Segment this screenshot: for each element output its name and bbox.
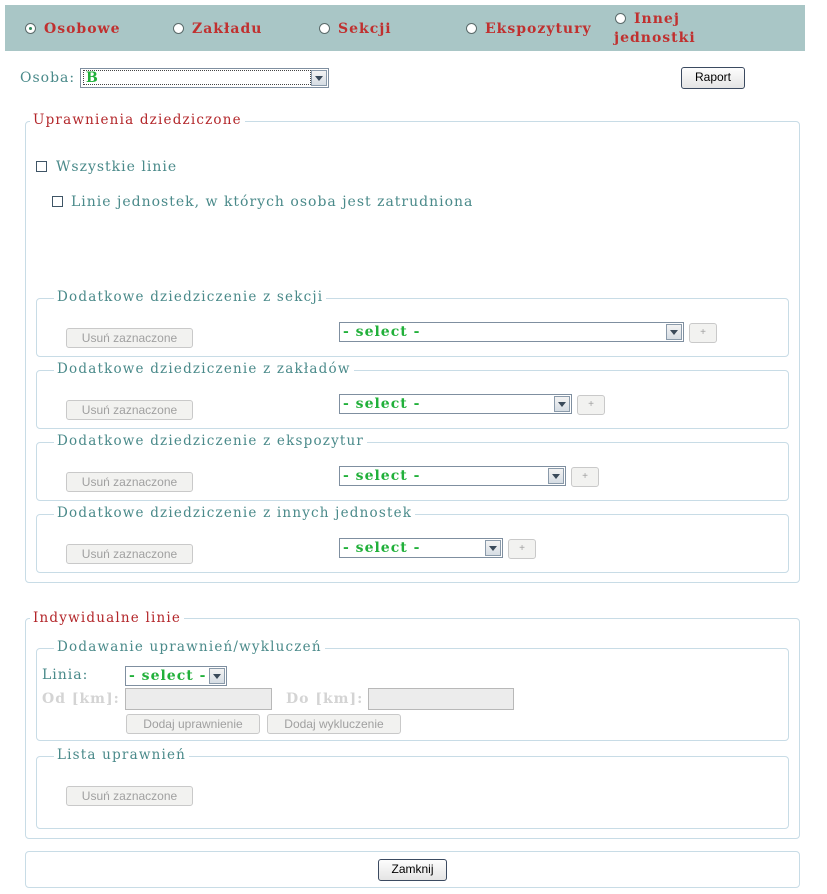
radio-label: Zakładu — [192, 21, 263, 37]
radio-osobowe[interactable] — [25, 20, 121, 38]
section-select-value: - select - — [343, 324, 421, 340]
radio-label: Osobowe — [44, 21, 121, 37]
chevron-down-icon[interactable] — [548, 468, 564, 484]
line-select[interactable] — [125, 666, 227, 686]
radio-innej-jednostki[interactable] — [614, 10, 704, 48]
from-km-input[interactable] — [125, 688, 272, 710]
close-button[interactable]: Zamknij — [378, 859, 447, 881]
report-button[interactable]: Raport — [681, 67, 745, 89]
other-unit-select[interactable] — [339, 538, 503, 558]
other-unit-select-value: - select - — [343, 540, 421, 556]
line-label: Linia: — [42, 667, 89, 683]
to-km-input[interactable] — [368, 688, 514, 710]
radio-sekcji[interactable] — [319, 20, 392, 38]
inherit-from-branches-legend: Dodatkowe dziedziczenie z ekspozytur — [54, 433, 367, 449]
add-exclusion-button[interactable]: Dodaj wykluczenie — [267, 714, 401, 734]
inherit-from-departments-legend: Dodatkowe dziedziczenie z zakładów — [54, 361, 354, 377]
chevron-down-icon[interactable] — [209, 668, 225, 684]
all-lines-label: Wszystkie linie — [56, 159, 178, 175]
remove-selected-button[interactable]: Usuń zaznaczone — [66, 786, 193, 806]
add-department-button[interactable]: + — [577, 395, 605, 415]
department-select-value: - select - — [343, 396, 421, 412]
to-km-label: Do [km]: — [286, 691, 364, 707]
chevron-down-icon[interactable] — [554, 396, 570, 412]
branch-select[interactable] — [339, 466, 566, 486]
remove-selected-button[interactable]: Usuń zaznaczone — [66, 328, 193, 348]
radio-label: Innej jednostki — [614, 11, 696, 46]
person-select[interactable] — [80, 68, 329, 88]
inherited-permissions-legend: Uprawnienia dziedziczone — [30, 112, 245, 128]
person-label: Osoba: — [20, 70, 76, 86]
radio-button-icon[interactable] — [173, 23, 184, 34]
scope-radio-bar — [5, 5, 805, 51]
chevron-down-icon[interactable] — [666, 324, 682, 340]
radio-button-icon[interactable] — [25, 23, 36, 34]
line-select-value: - select - — [129, 668, 207, 684]
radio-button-icon[interactable] — [615, 13, 626, 24]
employer-lines-label: Linie jednostek, w których osoba jest zatrudniona — [71, 194, 474, 210]
add-branch-button[interactable]: + — [571, 467, 599, 487]
employer-lines-checkbox[interactable] — [52, 196, 63, 207]
add-section-button[interactable]: + — [689, 323, 717, 343]
remove-selected-button[interactable]: Usuń zaznaczone — [66, 472, 193, 492]
radio-ekspozytury[interactable] — [466, 20, 592, 38]
radio-label: Ekspozytury — [485, 21, 592, 37]
permission-list-legend: Lista uprawnień — [54, 747, 189, 763]
add-permission-button[interactable]: Dodaj uprawnienie — [126, 714, 260, 734]
radio-zakladu[interactable] — [173, 20, 262, 38]
add-other-unit-button[interactable]: + — [508, 539, 536, 559]
branch-select-value: - select - — [343, 468, 421, 484]
person-select-value: B — [83, 70, 311, 85]
chevron-down-icon[interactable] — [311, 70, 327, 86]
remove-selected-button[interactable]: Usuń zaznaczone — [66, 544, 193, 564]
all-lines-checkbox[interactable] — [36, 161, 47, 172]
from-km-label: Od [km]: — [42, 691, 120, 707]
department-select[interactable] — [339, 394, 572, 414]
section-select[interactable] — [339, 322, 684, 342]
remove-selected-button[interactable]: Usuń zaznaczone — [66, 400, 193, 420]
add-permission-legend: Dodawanie uprawnień/wykluczeń — [54, 639, 325, 655]
radio-label: Sekcji — [338, 21, 392, 37]
inherit-from-other-units-legend: Dodatkowe dziedziczenie z innych jednostek — [54, 505, 415, 521]
individual-lines-legend: Indywidualne linie — [30, 610, 184, 626]
radio-button-icon[interactable] — [319, 23, 330, 34]
inherit-from-sections-legend: Dodatkowe dziedziczenie z sekcji — [54, 289, 326, 305]
chevron-down-icon[interactable] — [485, 540, 501, 556]
radio-button-icon[interactable] — [466, 23, 477, 34]
